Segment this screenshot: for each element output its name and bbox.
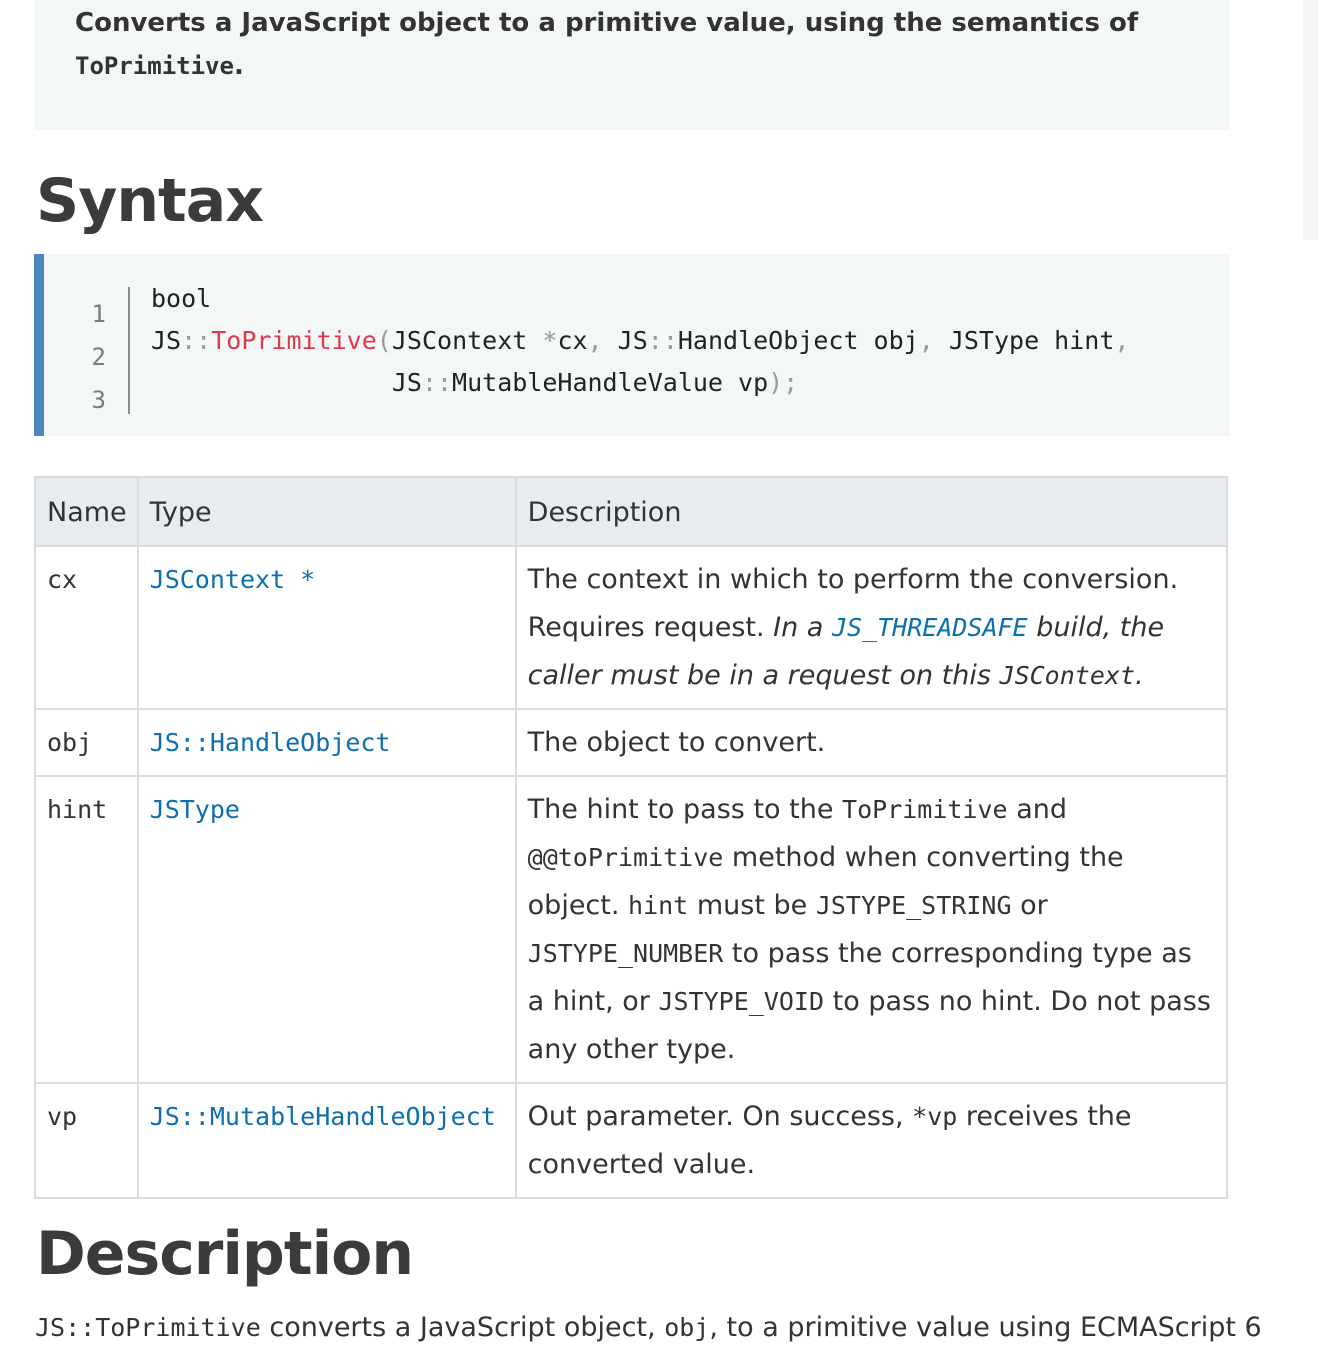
code-ns: JS [602,326,648,355]
code-indent [151,368,392,397]
desc-code: JSContext [999,661,1135,690]
code-arg: HandleObject obj [677,326,919,355]
summary-text: Converts a JavaScript object to a primitive value, using the semantics of [75,8,1139,38]
param-description [516,1083,1227,1198]
param-description [516,546,1227,709]
desc-code: JSTYPE_VOID [658,987,825,1016]
table-row [35,709,1227,776]
code-ns: JS [391,368,422,397]
desc-text: The hint to pass to the [527,794,843,825]
table-row [35,546,1227,709]
syntax-code [151,278,1129,404]
code-arg: MutableHandleValue vp [452,368,769,397]
desc-code: JSTYPE_STRING [815,891,1012,920]
code-line-1: bool [151,284,212,313]
parameters-table [34,476,1228,1199]
code-sep: :: [647,326,678,355]
code-sep: :: [421,368,453,397]
code-function-name: ToPrimitive [211,326,377,355]
param-name: vp [35,1083,138,1198]
line-number: 2 [91,343,106,371]
header-description: Description [516,477,1227,546]
header-type: Type [138,477,516,546]
type-link[interactable]: JSContext * [149,565,316,594]
code-close: ); [768,368,799,397]
desc-italic: In a [773,612,832,643]
desc-end: . [1135,660,1144,691]
param-description [516,776,1227,1083]
line-number-gutter [44,288,124,417]
desc-text: Out parameter. On success, [527,1101,913,1132]
code-ns: JS [151,326,182,355]
desc-text: method when converting the object. [527,842,1124,921]
desc-text: The context in which to perform the conversion. Requires request. [527,564,1179,643]
code-sep: :: [181,326,212,355]
summary-end: . [233,51,244,81]
type-link[interactable]: JS::MutableHandleObject [149,1102,496,1131]
description-heading: Description [36,1219,414,1289]
desc-code: @@toPrimitive [527,843,724,872]
desc-code: *vp [912,1102,958,1131]
param-name: obj [35,709,138,776]
desc-code: hint [628,891,689,920]
desc-italic: build, the caller must be in a request on this [527,612,1165,691]
param-name: cx [35,546,138,709]
type-link[interactable]: JSType [149,795,240,824]
table-row [35,776,1227,1083]
code-arg-type: JSContext [391,326,543,355]
table-row [35,1083,1227,1198]
desc-code: JS::ToPrimitive [35,1313,261,1342]
param-name: hint [35,776,138,1083]
desc-text: converts a JavaScript object, [260,1312,665,1343]
gutter-divider [128,287,130,414]
type-link[interactable]: JS::HandleObject [149,728,391,757]
desc-text: must be [688,890,816,921]
table-header-row [35,477,1227,546]
code-arg: JSType hint [933,326,1115,355]
desc-code: ToPrimitive [842,795,1008,824]
desc-text: and [1007,794,1067,825]
desc-code: JSTYPE_NUMBER [527,939,724,968]
code-comma: , [918,326,934,355]
right-scroll-rail [1303,0,1318,240]
description-paragraph [35,1306,1295,1350]
code-star: * [542,326,558,355]
code-arg: cx [557,326,588,355]
param-description: The object to convert. [516,709,1227,776]
code-paren: ( [376,326,392,355]
threadsafe-link[interactable]: JS_THREADSAFE [831,613,1028,642]
desc-text: to pass no hint. Do not pass any other type. [527,986,1211,1065]
header-name: Name [35,477,138,546]
syntax-heading: Syntax [36,166,263,236]
summary-box [34,0,1230,130]
code-comma: , [587,326,603,355]
desc-text: or [1011,890,1048,921]
desc-text: receives the converted value. [527,1101,1132,1180]
desc-code: obj [664,1313,710,1342]
line-number: 1 [91,300,106,328]
code-comma: , [1114,326,1130,355]
desc-text: to pass the corresponding type as a hint, or [527,938,1192,1017]
desc-text: , to a primitive value using ECMAScript 6 [709,1312,1262,1343]
line-number: 3 [91,386,106,414]
summary-code: ToPrimitive [75,52,234,80]
